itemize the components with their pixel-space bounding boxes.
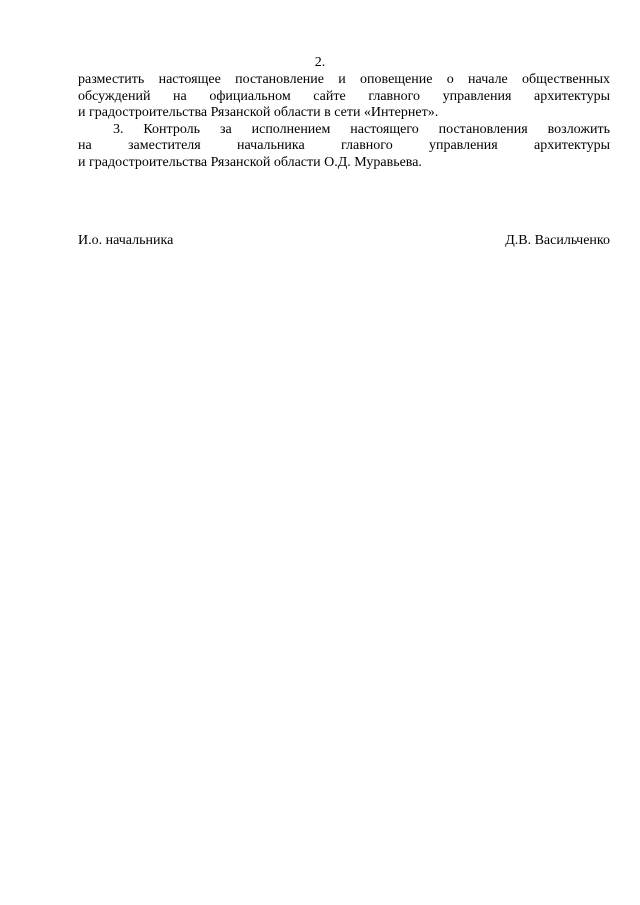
paragraph-continuation-line-2: обсуждений на официальном сайте главного управления архитектуры: [78, 88, 610, 104]
page-number: 2.: [314, 55, 326, 70]
paragraph-item-3-line-3: и градостроительства Рязанской области О.Д. Муравьева.: [78, 154, 422, 170]
paragraph-continuation-line-3: и градостроительства Рязанской области в сети «Интернет».: [78, 105, 439, 120]
paragraph-continuation-line-1: разместить настоящее постановление и оповещение о начале общественных: [78, 72, 610, 87]
paragraph-item-3-line-1: 3. Контроль за исполнением настоящего постановления возложить: [113, 121, 610, 137]
paragraph-item-3-line-2: на заместителя начальника главного управления архитектуры: [78, 138, 610, 153]
signatory-position: И.о. начальника: [78, 233, 174, 248]
document-body: [78, 72, 610, 171]
signature-block: [78, 233, 610, 249]
signatory-name: Д.В. Васильченко: [505, 233, 610, 248]
